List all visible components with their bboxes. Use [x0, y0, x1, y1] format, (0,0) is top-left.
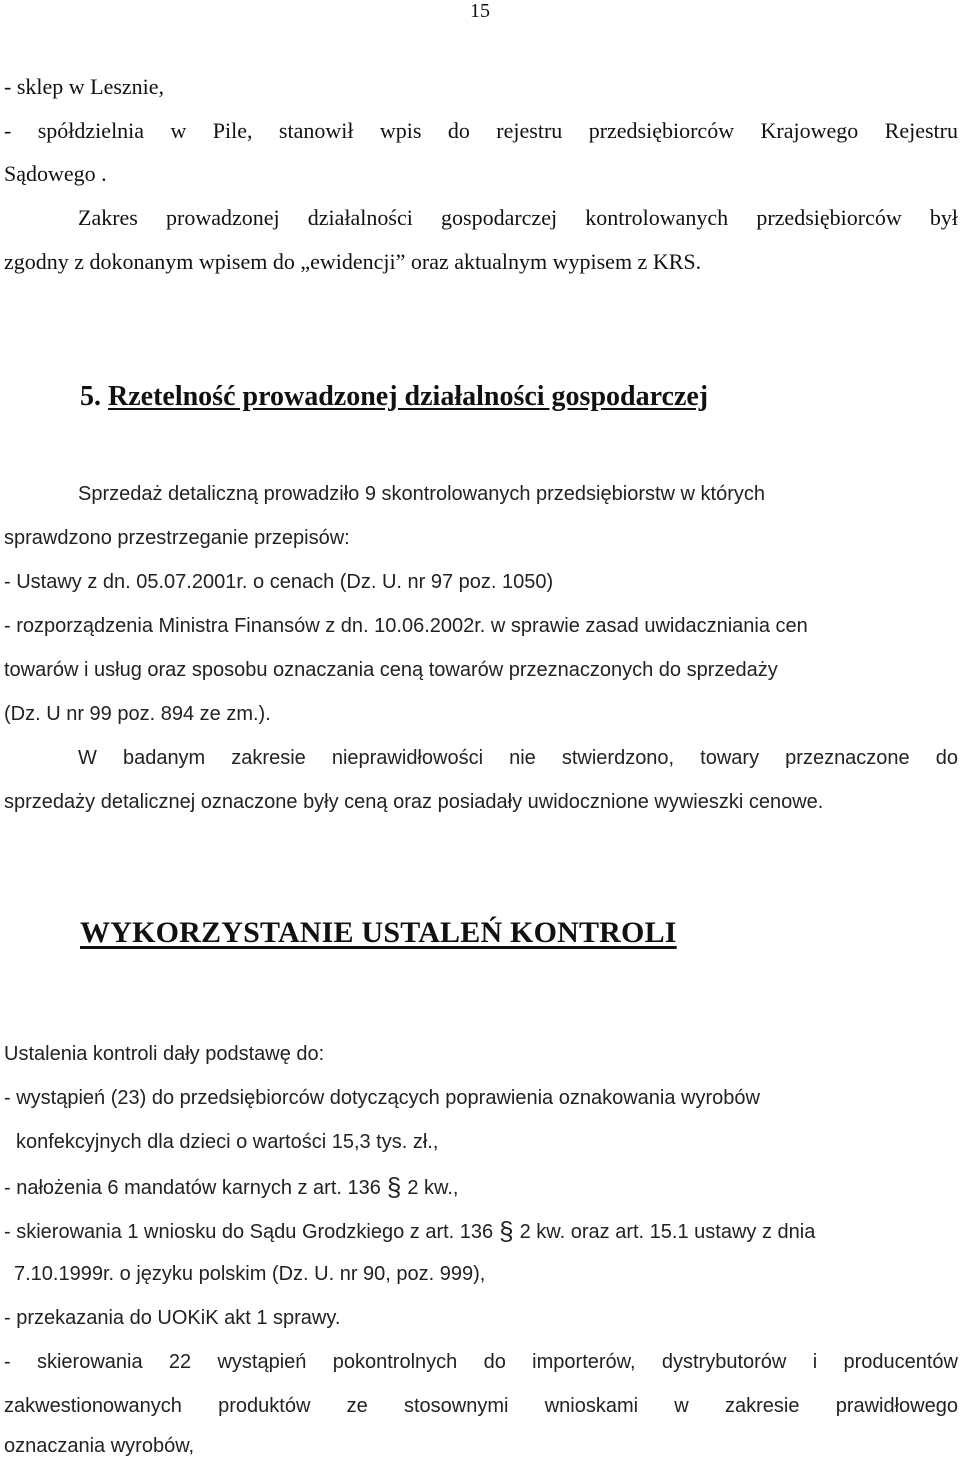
results-intro: Ustalenia kontroli dały podstawę do: [4, 1043, 325, 1065]
section-5-number: 5. [80, 381, 101, 412]
page-number: 15 [470, 0, 490, 22]
results-heading: WYKORZYSTANIE USTALEŃ KONTROLI [80, 916, 677, 949]
results-item-4: - przekazania do UOKiK akt 1 sprawy. [4, 1307, 341, 1329]
intro-line-5: zgodny z dokonanym wpisem do „ewidencji” oraz aktualnym wypisem z KRS. [4, 249, 702, 274]
section-5-line-6: (Dz. U nr 99 poz. 894 ze zm.). [4, 703, 271, 725]
intro-line-4: Zakres prowadzonej działalności gospodarczej kontrolowanych przedsiębiorców był [78, 205, 958, 230]
results-item-3-text-end: 2 kw. oraz art. 15.1 ustawy z dnia [519, 1221, 816, 1243]
intro-line-1: - sklep w Lesznie, [4, 74, 165, 99]
results-item-5-line-3: oznaczania wyrobów, [4, 1435, 195, 1457]
section-symbol-icon: § [499, 1216, 514, 1246]
results-item-5-line-1: - skierowania 22 wystąpień pokontrolnych do importerów, dystrybutorów i producentów [4, 1351, 958, 1373]
section-5-heading [80, 380, 708, 414]
results-item-2 [4, 1172, 458, 1202]
section-5-title: Rzetelność prowadzonej działalności gospodarczej [108, 381, 709, 412]
section-5-line-3: - Ustawy z dn. 05.07.2001r. o cenach (Dz. U. nr 97 poz. 1050) [4, 571, 554, 593]
results-item-2-text: - nałożenia 6 mandatów karnych z art. 136 [4, 1177, 381, 1199]
results-item-1-line-2: konfekcyjnych dla dzieci o wartości 15,3 tys. zł., [16, 1131, 439, 1153]
section-5-line-8: sprzedaży detalicznej oznaczone były ceną oraz posiadały uwidocznione wywieszki cenowe. [4, 791, 824, 813]
results-item-2-text-end: 2 kw., [407, 1177, 459, 1199]
results-item-3-line-2: 7.10.1999r. o języku polskim (Dz. U. nr 90, poz. 999), [14, 1263, 486, 1285]
intro-line-3: Sądowego . [4, 161, 107, 186]
results-item-3 [4, 1216, 815, 1246]
section-5-line-4: - rozporządzenia Ministra Finansów z dn. 10.06.2002r. w sprawie zasad uwidaczniania cen [4, 615, 808, 637]
section-5-line-7: W badanym zakresie nieprawidłowości nie stwierdzono, towary przeznaczone do [78, 747, 958, 769]
results-item-3-text: - skierowania 1 wniosku do Sądu Grodzkiego z art. 136 [4, 1221, 494, 1243]
section-symbol-icon: § [386, 1172, 402, 1202]
results-item-1-line-1: - wystąpień (23) do przedsiębiorców dotyczących poprawienia oznakowania wyrobów [4, 1087, 760, 1109]
intro-line-2: - spółdzielnia w Pile, stanowił wpis do rejestru przedsiębiorców Krajowego Rejestru [4, 118, 958, 143]
results-item-5-line-2: zakwestionowanych produktów ze stosownymi wnioskami w zakresie prawidłowego [4, 1395, 958, 1417]
section-5-line-2: sprawdzono przestrzeganie przepisów: [4, 527, 350, 549]
section-5-line-5: towarów i usług oraz sposobu oznaczania ceną towarów przeznaczonych do sprzedaży [4, 659, 778, 681]
section-5-line-1: Sprzedaż detaliczną prowadziło 9 skontrolowanych przedsiębiorstw w których [78, 483, 765, 505]
